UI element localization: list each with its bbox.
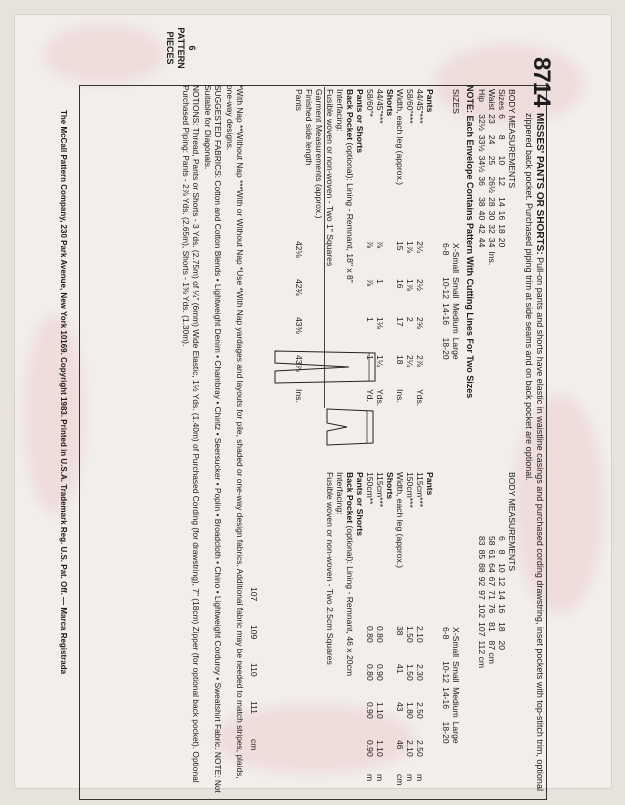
rotated-content — [59, 27, 555, 805]
stain — [24, 314, 84, 514]
table-row: Width, each leg (approx.) 38 41 43 46 cm — [395, 472, 405, 786]
footer: The McCall Pattern Company, 230 Park Avenue, New York 10169. Copyright 1983. Printed in U.S.A. Trademark Reg. U.S. Pat. Off. — Marca Registrada — [59, 110, 68, 675]
pants-illustration — [269, 347, 379, 387]
table-row: Pants 42⅛ 42¾ 43⅜ 43⅞ Ins. — [294, 89, 304, 403]
table-row: 6 8 10 12 14 16 18 20 — [497, 536, 507, 651]
sizes-header-right: X-Small Small Medium Large 6-8 10-12 14-16 18-20 — [441, 627, 461, 744]
table-row: 58/60"*** 1⅞ 1⅞ 2 2¼ — [405, 89, 415, 367]
title-desc: Pull-on pants and shorts have elastic in waistline casings and purchased cording drawstring, inset pockets with top-stitch trim, optional zippered back pocket. Purchased piping trim at side seams and on back pocket are optional. — [524, 113, 545, 791]
body-meas-heading: BODY MEASUREMENTS — [507, 89, 517, 189]
nap-line: *With Nap **Without Nap ***With or Without Nap *Use *With Nap yardages and layouts for pile, shaded or one-way design fabrics. Additional fabric may be needed to match stripes, plaids, one-way designs. — [225, 85, 245, 779]
sizes-header-left: SIZES X-Small Small Medium Large 6-8 10-12 14-16 18-20 — [441, 89, 461, 360]
table-row: 44/45"*** 2¼ 2½ 2⅝ 2⅞ Yds. — [415, 89, 425, 407]
table-row: Width, each leg (approx.) 15 16 17 18 Ins. — [395, 89, 405, 403]
table-row: 115cm*** 0.80 0.90 1.10 1.10 m — [375, 472, 385, 782]
table-row: Hip 32½ 33½ 34½ 36 38 40 42 44 — [477, 89, 487, 248]
title-bold: MISSES' PANTS OR SHORTS: — [534, 113, 545, 255]
pattern-pieces-count: 6 PATTERN PIECES — [165, 27, 197, 69]
shorts-illustration — [319, 407, 377, 447]
pattern-number: 8714 — [528, 57, 555, 107]
table-row: 107 109 110 111 cm — [249, 587, 259, 751]
table-row: Waist 23 24 25 26½ 28 30 32 34 Ins. — [487, 89, 497, 266]
body-measurements-metric — [477, 470, 517, 670]
note-line: NOTE: Each Envelope Contains Pattern With Cutting Lines For Two Sizes — [465, 85, 475, 399]
title-block — [523, 113, 545, 793]
yardage-table-metric: Pants 115cm*** 2.10 2.30 2.50 2.50 m 150cm*** 1.50 1.50 1.80 2.10 m Width, each leg (approx.) 38 41 43 46 cm Shorts 115cm*** 0.80 0.90 1.10 1.10 m 150cm** 0.80 0.80 0.90 0.90 m Pants or Shorts Back Pocket (optional): Lining - Remnant, 46 x 20cm Interfacing: Fusible woven or non-woven - Two 2.5cm Squares — [325, 472, 435, 786]
pants-length-metric — [249, 585, 259, 752]
notions-line: NOTIONS: Thread, Pants or Shorts - 3 Yds. (2.75m) of ¼" (6mm) Wide Elastic, 1½ Yds. (1.40m) of Purchased Cording (for drawstring), 7" (18cm) Zipper (for optional back pocket). Optional Purchased Piping: Pants - 2⅞ Yds. (2.65m), Shorts - 1⅜ Yds. (1.30m). — [181, 85, 201, 783]
table-row: 44/45"*** ⅞ 1 1⅛ 1¼ Yds. — [375, 89, 385, 407]
table-row: 150cm*** 1.50 1.50 1.80 2.10 m — [405, 472, 415, 782]
body-meas-heading: BODY MEASUREMENTS — [507, 472, 517, 572]
table-row: 150cm** 0.80 0.80 0.90 0.90 m — [365, 472, 375, 782]
body-measurements-imperial — [477, 87, 517, 267]
table-row: 58 61 64 67 71 76 81 87 cm — [487, 536, 497, 664]
table-row: Sizes 6 8 10 12 14 16 18 20 — [497, 89, 507, 248]
stain — [44, 24, 164, 84]
yardage-table-imperial: Pants 44/45"*** 2¼ 2½ 2⅝ 2⅞ Yds. 58/60"*** 1⅞ 1⅞ 2 2¼ Width, each leg (approx.) 15 16 17 18 Ins. Shorts 44/45"*** ⅞ 1 1⅛ 1¼ Yds. 58/60"* ⅞ ⅞ 1 1 Yd. Pants or Shorts Back Pocket (optional): Lining - Remnant, 18" x 8" Interfacing: Fusible woven or non-woven - Two 1" Squares Garment Measurements (approx.) Finished side length Pants 42⅛ 42¾ 43⅜ 43⅞ Ins. — [294, 89, 435, 407]
fabrics-line: SUGGESTED FABRICS: Cotton and Cotton Blends • Lightweight Denim • Chambray • Chintz • Seersucker • Poplin • Broadcloth • Chino • Lightweight Corduroy • Sweatshirt Fabric. NOTE: Not Suitable for Diagonals. — [203, 85, 223, 793]
table-row: 83 85 88 92 97 102 107 112 cm — [477, 536, 487, 669]
table-row: 58/60"* ⅞ ⅞ 1 1 Yd. — [365, 89, 375, 402]
table-row: 115cm*** 2.10 2.30 2.50 2.50 m — [415, 472, 425, 782]
